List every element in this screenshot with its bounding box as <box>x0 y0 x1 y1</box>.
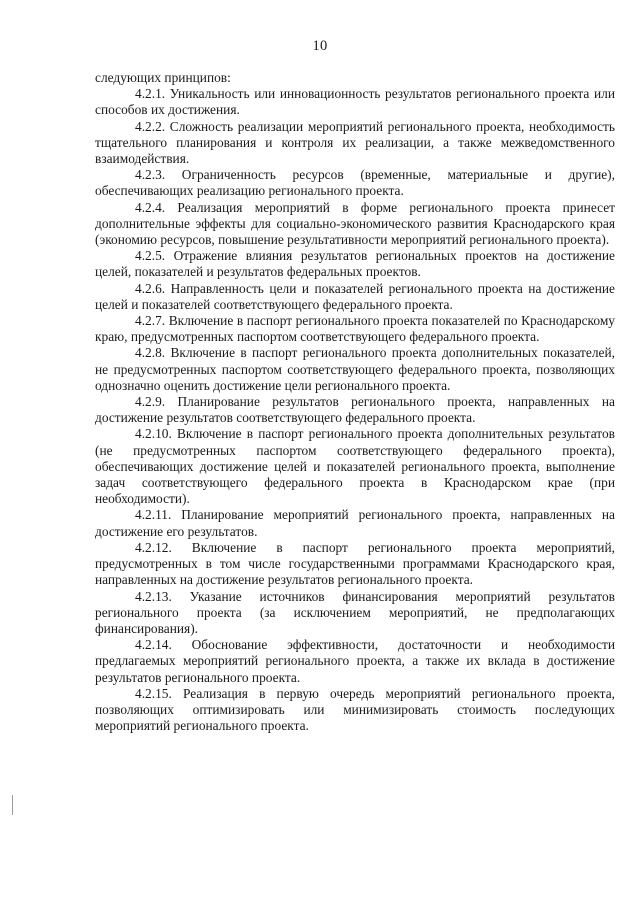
clause-4-2-14: 4.2.14. Обоснование эффективности, достаточности и необходимости предлагаемых мероприятий регионального проекта, а также их вклада в достижение результатов регионального проекта. <box>95 637 615 685</box>
clause-4-2-12: 4.2.12. Включение в паспорт регионального проекта мероприятий, предусмотренных в том числе государственными программами Краснодарского края, направленных на достижение результатов регионального проекта. <box>95 539 615 588</box>
document-body <box>95 70 615 734</box>
clause-4-2-9: 4.2.9. Планирование результатов регионального проекта, направленных на достижение результатов соответствующего федерального проекта. <box>95 394 615 426</box>
scan-margin-mark <box>12 795 13 815</box>
clause-4-2-13: 4.2.13. Указание источников финансирования мероприятий результатов регионального проекта (за исключением мероприятий, не предполагающих финансирования). <box>95 588 615 636</box>
page-number: 10 <box>312 38 328 54</box>
intro-line: следующих принципов: <box>95 70 231 85</box>
clause-4-2-4: 4.2.4. Реализация мероприятий в форме регионального проекта принесет дополнительные эффекты для социально-экономического развития Краснодарского края (экономию ресурсов, повышение результативности мероприятий регионального проекта). <box>95 199 615 248</box>
clause-4-2-5: 4.2.5. Отражение влияния результатов региональных проектов на достижение целей, показателей и результатов федеральных проектов. <box>95 248 615 280</box>
clause-4-2-15: 4.2.15. Реализация в первую очередь мероприятий регионального проекта, позволяющих оптимизировать или минимизировать стоимость последующих мероприятий регионального проекта. <box>95 685 615 734</box>
clause-4-2-2: 4.2.2. Сложность реализации мероприятий регионального проекта, необходимость тщательного планирования и контроля их реализации, а также межведомственного взаимодействия. <box>95 118 615 167</box>
clause-4-2-8: 4.2.8. Включение в паспорт регионального проекта дополнительных показателей, не предусмотренных паспортом соответствующего федерального проекта, позволяющих однозначно оценить достижение цели регионального проекта. <box>95 345 615 393</box>
clause-4-2-3: 4.2.3. Ограниченность ресурсов (временные, материальные и другие), обеспечивающих реализацию регионального проекта. <box>95 167 615 199</box>
clause-4-2-11: 4.2.11. Планирование мероприятий регионального проекта, направленных на достижение его результатов. <box>95 507 615 539</box>
clause-4-2-1: 4.2.1. Уникальность или инновационность результатов регионального проекта или способов их достижения. <box>95 86 615 118</box>
clause-4-2-10: 4.2.10. Включение в паспорт регионального проекта дополнительных результатов (не предусмотренных паспортом соответствующего федерального проекта), обеспечивающих достижение целей и показателей регионального проекта, выполнение задач соответствующего федерального проекта в Краснодарском крае (при необходимости). <box>95 426 615 507</box>
clause-4-2-6: 4.2.6. Направленность цели и показателей регионального проекта на достижение целей и показателей соответствующего федерального проекта. <box>95 280 615 312</box>
clause-4-2-7: 4.2.7. Включение в паспорт регионального проекта показателей по Краснодарскому краю, предусмотренных паспортом соответствующего федерального проекта. <box>95 313 615 345</box>
